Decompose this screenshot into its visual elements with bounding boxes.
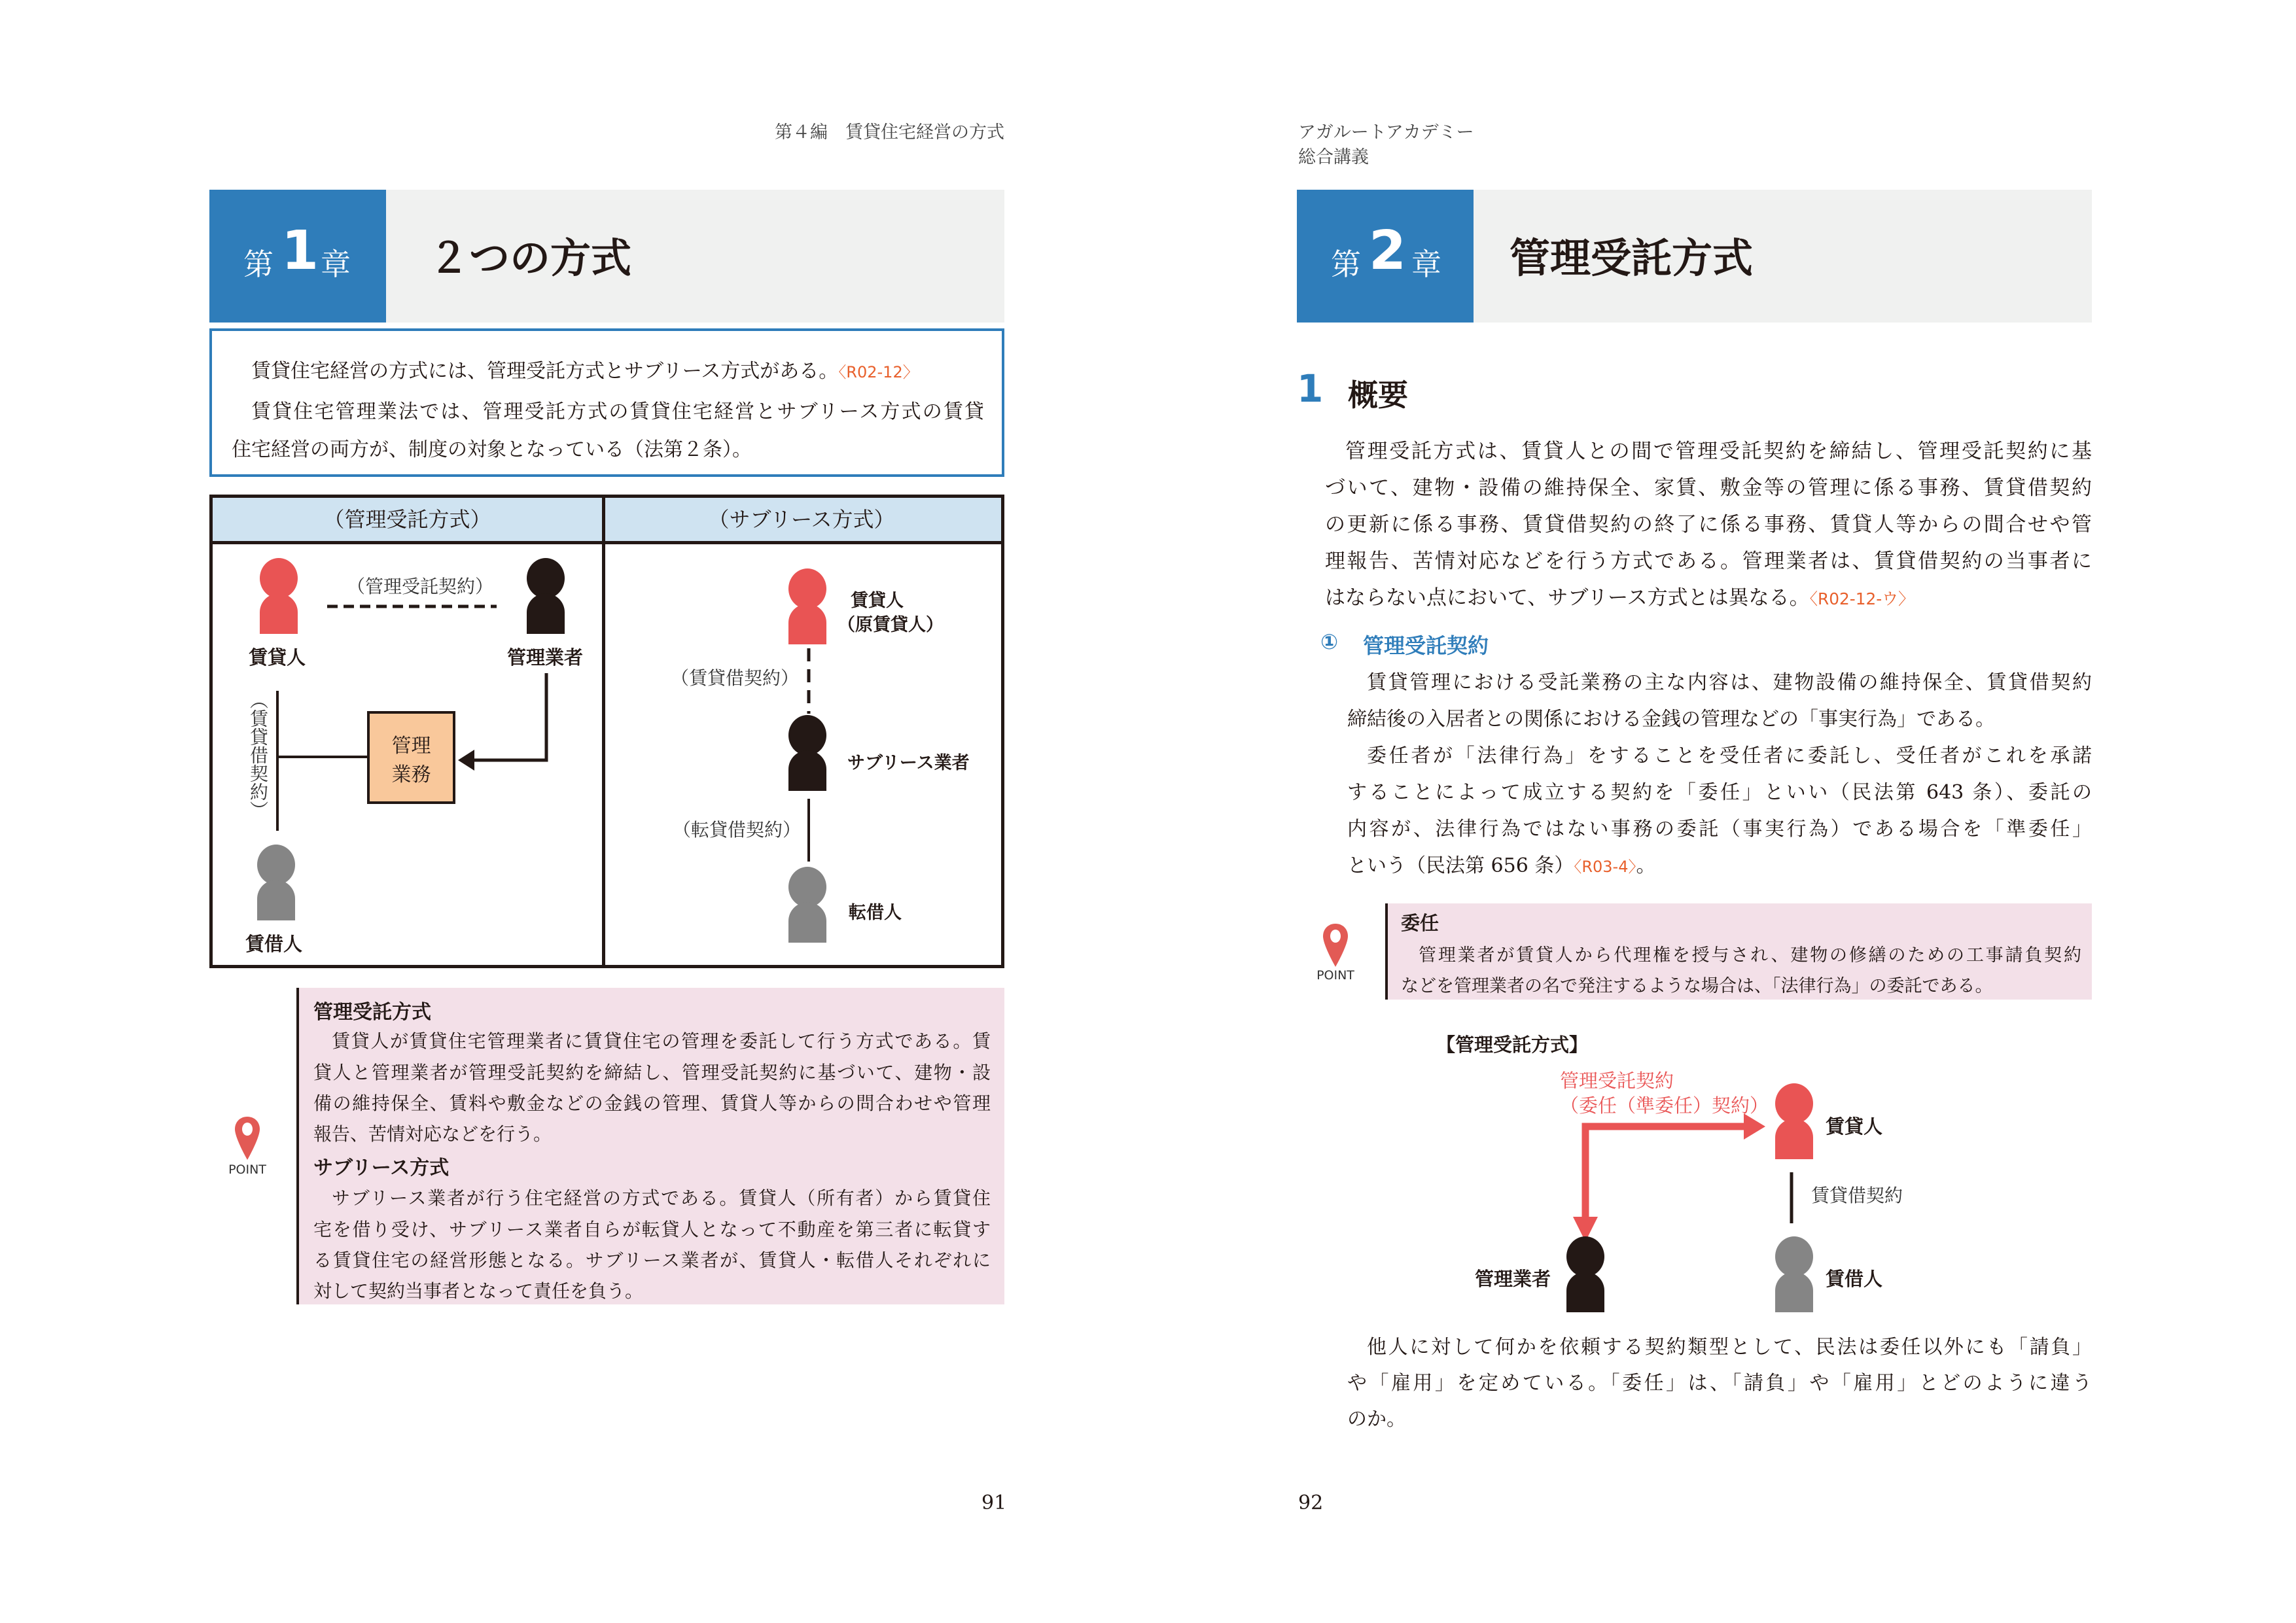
methods-diagram	[209, 495, 1004, 968]
exam-reference: 〈R03-4〉	[1574, 858, 1636, 876]
exam-reference: 〈R02-12-ウ〉	[1809, 589, 1915, 608]
chapter-title: 管理受託方式	[1510, 234, 1754, 282]
subsection-title: 管理受託契約	[1363, 633, 1489, 658]
running-head: 第４編 賃貸住宅経営の方式	[775, 122, 1004, 143]
chapter-number: 1	[281, 220, 319, 282]
mgmt-task-box: 管理 業務	[367, 711, 455, 804]
diagram-lines	[213, 498, 1001, 965]
sub-lessee-label: 転借人	[849, 903, 902, 923]
chapter-title: ２つの方式	[429, 234, 632, 282]
text-line: はならない点において、サブリース方式とは異なる。〈R02-12-ウ〉	[1325, 586, 1915, 610]
lessee-person-icon	[257, 845, 295, 920]
point-title: サブリース方式	[313, 1157, 450, 1179]
text-line: という（民法第 656 条）〈R03-4〉。	[1347, 854, 1656, 877]
exam-reference: 〈R02-12〉	[838, 363, 919, 381]
chapter-prefix: 第	[1331, 247, 1361, 282]
text-line: のか。	[1347, 1408, 1406, 1431]
overview-paragraph	[1325, 433, 2092, 618]
text-line: や「雇用」を定めている。「委任」は、「請負」や「雇用」とどのように違う	[1347, 1372, 2092, 1395]
page-number: 91	[981, 1492, 1007, 1514]
text-line: 内容が、法律行為ではない事務の委託（事実行為）である場合を「準委任」	[1347, 818, 2092, 841]
sub-lessor-label: 賃貸人	[851, 591, 904, 611]
diagram-header-left: （管理受託方式）	[213, 498, 602, 544]
manager-person-icon	[527, 558, 565, 634]
map-pin-icon	[233, 1115, 262, 1161]
text-line: の更新に係る事務、賃貸借契約の終了に係る事務、賃貸人等からの間合せや管	[1325, 513, 2092, 536]
sub-lessor-person-icon	[788, 568, 826, 644]
mgmt-contract-label: （管理受託契約）	[347, 576, 494, 597]
chapter-number-box	[1297, 190, 1474, 323]
manager-label: 管理業者	[507, 646, 584, 669]
point-line: 賃貸人が賃貸住宅管理業者に賃貸住宅の管理を委託して行う方式である。賃	[332, 1030, 991, 1052]
lease-contract-vertical-label: （賃貸借契約）	[247, 691, 269, 819]
intro-line: 賃貸住宅経営の方式には、管理受託方式とサブリース方式がある。〈R02-12〉	[251, 360, 919, 383]
point-label: POINT	[228, 1162, 266, 1177]
point-box	[1385, 903, 2092, 1000]
section-title: 概要	[1348, 377, 1408, 413]
contract-paragraph	[1347, 665, 2092, 885]
point-title: 管理受託方式	[313, 1001, 431, 1024]
point-line: 貸人と管理業者が管理受託契約を締結し、管理受託契約に基づいて、建物・設	[313, 1062, 991, 1083]
map-pin-icon	[1321, 922, 1350, 968]
lessee-label: 賃借人	[245, 933, 303, 955]
point-line: サブリース業者が行う住宅経営の方式である。賃貸人（所有者）から賃貸住	[332, 1187, 991, 1209]
point-line: などを管理業者の名で発注するような場合は、「法律行為」の委託である。	[1401, 976, 1993, 996]
chapter-number-box	[209, 190, 386, 323]
intro-line: 住宅経営の両方が、制度の対象となっている（法第２条）。	[232, 438, 752, 461]
text-line: 締結後の入居者との関係における金銭の管理などの「事実行為」である。	[1347, 708, 1995, 731]
diagram-header-right: （サブリース方式）	[602, 498, 1001, 544]
contract-label: 管理受託契約	[1560, 1070, 1674, 1092]
sub-lessee-person-icon	[788, 867, 826, 943]
sublease-operator-label: サブリース業者	[847, 753, 970, 773]
chapter-banner	[1297, 190, 2092, 323]
page-number: 92	[1298, 1492, 1324, 1514]
text-line: することによって成立する契約を「委任」といい（民法第 643 条）、委託の	[1347, 781, 2092, 804]
intro-line: 賃貸住宅管理業法では、管理受託方式の賃貸住宅経営とサブリース方式の賃貸	[251, 400, 984, 423]
point-line: 備の維持保全、賃料や敷金などの金銭の管理、賃貸人等からの問合わせや管理	[313, 1092, 991, 1114]
running-head-publisher: アガルートアカデミー	[1298, 122, 1474, 143]
contract-type-label: （委任（準委任）契約）	[1560, 1094, 1769, 1117]
manager-label: 管理業者	[1475, 1268, 1551, 1290]
lessor-label: 賃貸人	[1826, 1115, 1883, 1138]
point-box	[296, 988, 1004, 1304]
diagram-title: 【管理受託方式】	[1436, 1034, 1589, 1056]
arrow-head-icon	[458, 750, 474, 771]
running-head-course: 総合講義	[1298, 147, 1369, 167]
point-line: 管理業者が賃貸人から代理権を授与され、建物の修繕のための工事請負契約	[1419, 945, 2081, 966]
mgmt-arrow-line	[471, 673, 546, 760]
chapter-suffix: 章	[321, 247, 351, 282]
text-line: づいて、建物・設備の維持保全、家賃、敷金等の管理に係る事務、賃貸借契約	[1325, 476, 2092, 500]
text-line: 他人に対して何かを依頼する契約類型として、民法は委任以外にも「請負」	[1367, 1336, 2092, 1359]
sublease-operator-person-icon	[788, 715, 826, 791]
text-line: 管理受託方式は、賃貸人との間で管理受託契約を締結し、管理受託契約に基	[1345, 440, 2092, 463]
chapter-number: 2	[1369, 220, 1407, 282]
section-number: 1	[1297, 366, 1324, 411]
lessee-label: 賃借人	[1826, 1268, 1883, 1290]
text-line: 委任者が「法律行為」をすることを受任者に委託し、受任者がこれを承諾	[1367, 744, 2092, 767]
text-line: 賃貸管理における受託業務の主な内容は、建物設備の維持保全、賃貸借契約	[1367, 671, 2092, 694]
sub-lessor-note: （原賃貸人）	[838, 615, 944, 635]
lessee-person-icon	[1775, 1236, 1813, 1312]
lessor-label: 賃貸人	[249, 646, 306, 669]
lease-contract-label: 賃貸借契約	[1811, 1185, 1903, 1206]
point-line: る賃貸住宅の経営形態となる。サブリース業者が、賃貸人・転借人それぞれに	[313, 1249, 991, 1271]
sub-lease-contract-label: （賃貸借契約）	[671, 667, 800, 689]
text-line: 理報告、苦情対応などを行う方式である。管理業者は、賃貸借契約の当事者に	[1325, 550, 2092, 573]
sublease-contract-label: （転貸借契約）	[673, 819, 802, 841]
point-title: 委任	[1401, 912, 1439, 934]
chapter-suffix: 章	[1411, 247, 1441, 282]
arrow-right-icon	[1744, 1113, 1765, 1140]
subsection-number: ①	[1320, 629, 1339, 654]
manager-person-icon	[1566, 1236, 1604, 1312]
lessor-person-icon	[1775, 1083, 1813, 1159]
intro-box	[209, 328, 1004, 477]
point-label: POINT	[1316, 968, 1354, 983]
lessor-person-icon	[260, 558, 298, 634]
chapter-prefix: 第	[243, 247, 274, 282]
chapter-banner	[209, 190, 1004, 323]
point-line: 宅を借り受け、サブリース業者自らが転貸人となって不動産を第三者に転貸す	[313, 1219, 991, 1240]
point-line: 報告、苦情対応などを行う。	[313, 1123, 552, 1145]
closing-paragraph	[1347, 1329, 2092, 1437]
contract-arrow-line	[1585, 1126, 1744, 1222]
point-line: 対して契約当事者となって責任を負う。	[313, 1280, 644, 1302]
